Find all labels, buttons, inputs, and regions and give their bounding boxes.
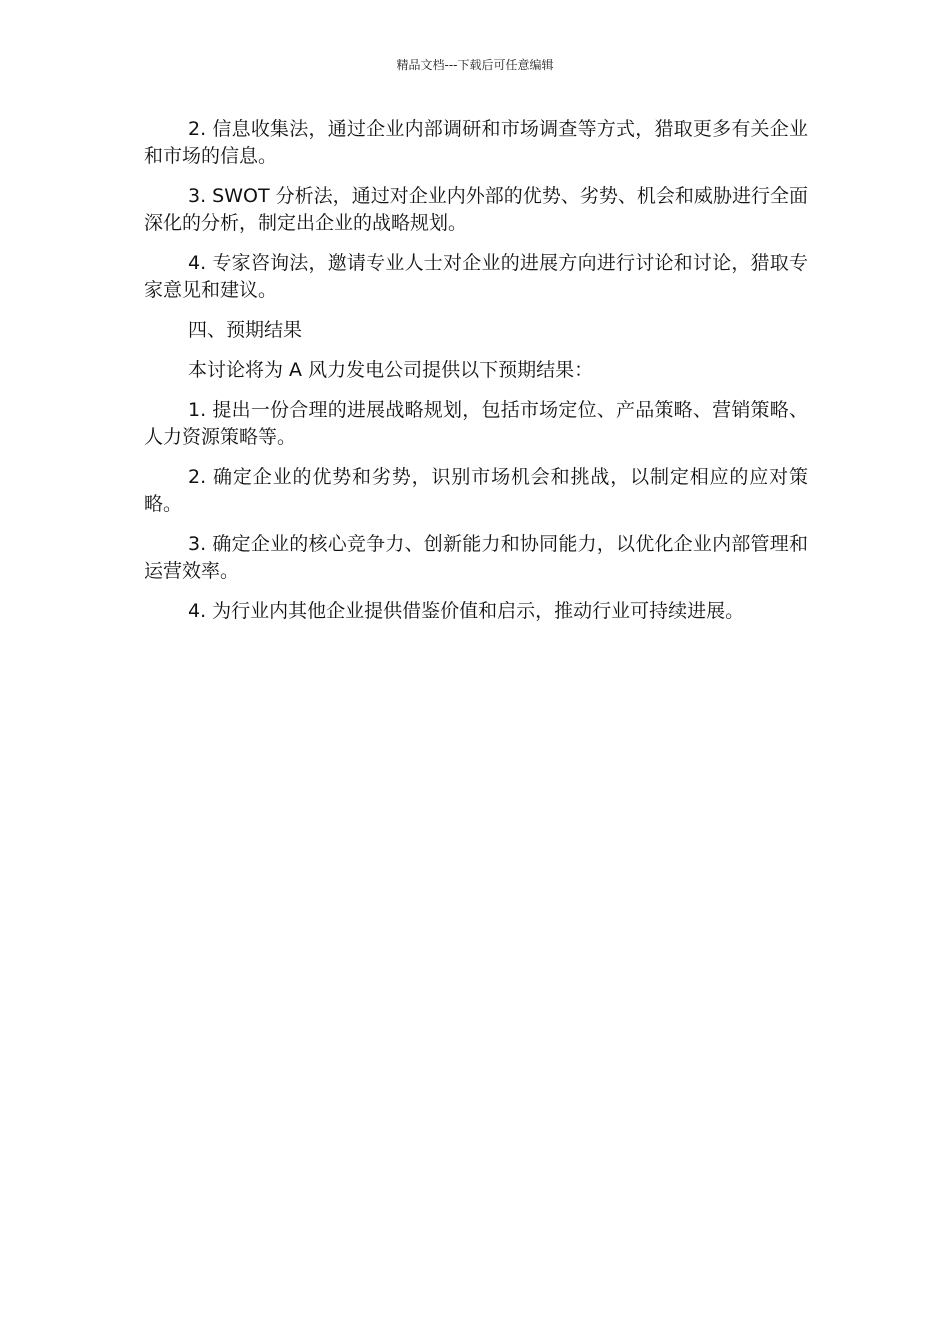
section-heading-expected-results: 四、预期结果 — [188, 319, 303, 341]
expected-result-item-4: 4. 为行业内其他企业提供借鉴价值和启示，推动行业可持续进展。 — [188, 600, 745, 622]
method-expert-consultation: 4. 专家咨询法，邀请专业人士对企业的进展方向进行讨论和讨论，猎取专家意见和建议。 — [144, 252, 808, 301]
expected-result-item-3: 3. 确定企业的核心竞争力、创新能力和协同能力，以优化企业内部管理和运营效率。 — [144, 533, 808, 582]
method-swot-analysis: 3. SWOT 分析法，通过对企业内外部的优势、劣势、机会和威胁进行全面深化的分析，制定出企业的战略规划。 — [144, 185, 808, 234]
expected-results-intro: 本讨论将为 A 风力发电公司提供以下预期结果： — [188, 359, 594, 381]
method-info-collection: 2. 信息收集法，通过企业内部调研和市场调查等方式，猎取更多有关企业和市场的信息。 — [144, 118, 808, 167]
expected-result-item-1: 1. 提出一份合理的进展战略规划，包括市场定位、产品策略、营销策略、人力资源策略等。 — [144, 399, 808, 448]
expected-result-item-2: 2. 确定企业的优势和劣势，识别市场机会和挑战，以制定相应的应对策略。 — [144, 466, 808, 515]
page-header: 精品文档---下载后可任意编辑 — [396, 58, 554, 72]
document-body — [144, 116, 808, 638]
